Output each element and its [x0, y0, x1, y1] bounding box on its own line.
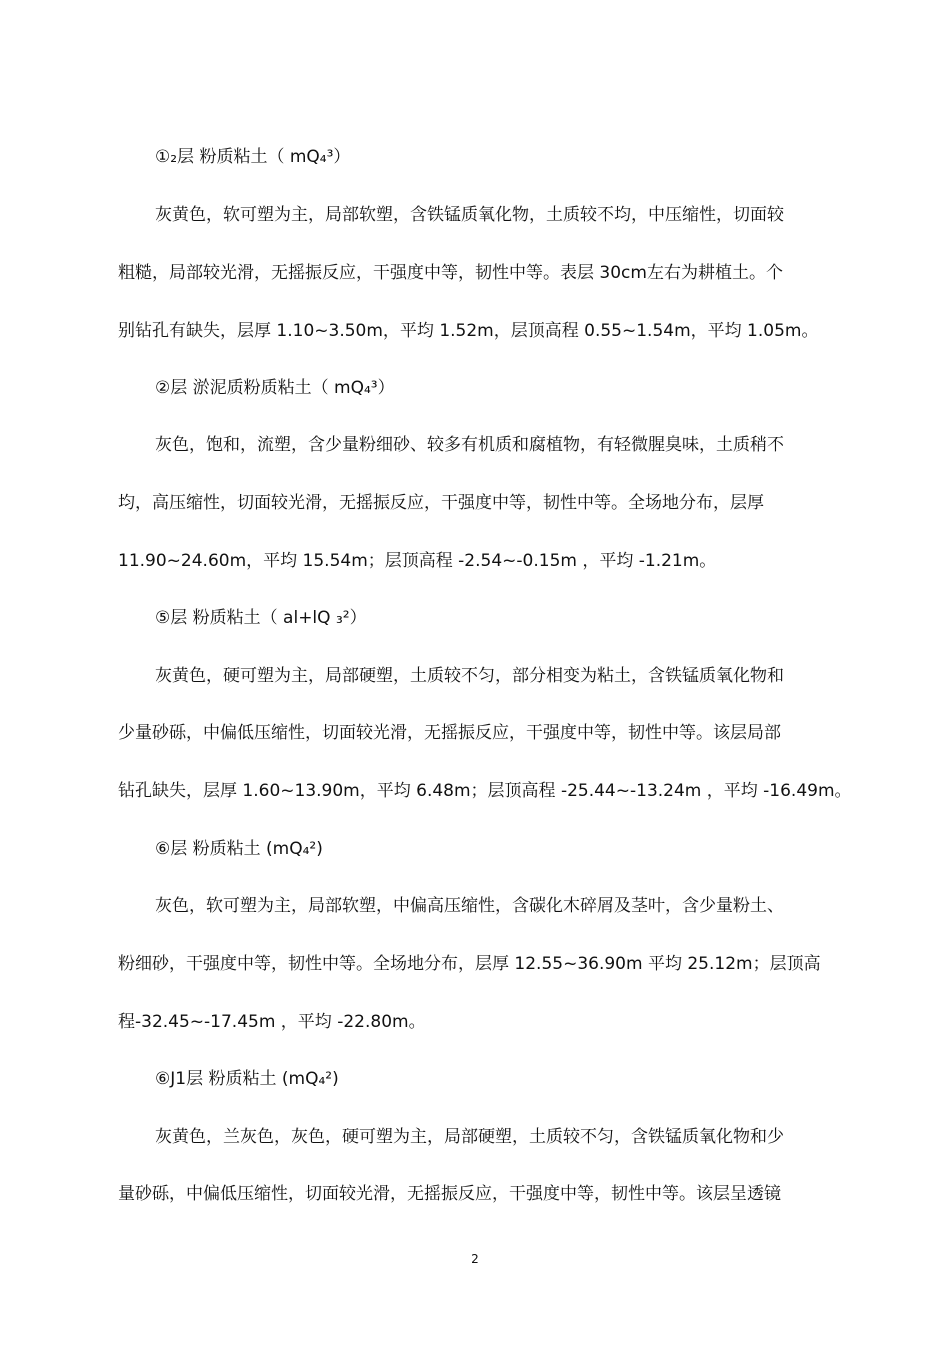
paragraph-line: 灰色，软可塑为主，局部软塑，中偏高压缩性，含碳化木碎屑及茎叶，含少量粉土、 [155, 896, 784, 916]
heading-layer-6: ⑥层 粉质粘土 (mQ₄²) [155, 839, 323, 859]
heading-layer-1-2: ①₂层 粉质粘土（ mQ₄³） [155, 147, 351, 167]
paragraph-line: 灰色，饱和，流塑，含少量粉细砂、较多有机质和腐植物，有轻微腥臭味，土质稍不 [155, 435, 784, 455]
paragraph-line: 灰黄色，软可塑为主，局部软塑，含铁锰质氧化物，土质较不均，中压缩性，切面较 [155, 205, 784, 225]
paragraph-line: 均，高压缩性，切面较光滑，无摇振反应，干强度中等，韧性中等。全场地分布，层厚 [118, 493, 764, 513]
paragraph-line: 11.90~24.60m，平均 15.54m；层顶高程 -2.54~-0.15m ，平均 -1.21m。 [118, 551, 717, 571]
heading-layer-2: ②层 淤泥质粉质粘土（ mQ₄³） [155, 378, 395, 398]
paragraph-line: 别钻孔有缺失，层厚 1.10~3.50m，平均 1.52m，层顶高程 0.55~1.54m，平均 1.05m。 [118, 321, 819, 341]
paragraph-line: 程-32.45~-17.45m ，平均 -22.80m。 [118, 1012, 426, 1032]
paragraph-line: 灰黄色，硬可塑为主，局部硬塑，土质较不匀，部分相变为粘土，含铁锰质氧化物和 [155, 666, 784, 686]
page-number: 2 [471, 1252, 479, 1266]
paragraph-line: 量砂砾，中偏低压缩性，切面较光滑，无摇振反应，干强度中等，韧性中等。该层呈透镜 [118, 1184, 781, 1204]
paragraph-line: 灰黄色，兰灰色，灰色，硬可塑为主，局部硬塑，土质较不匀，含铁锰质氧化物和少 [155, 1127, 784, 1147]
heading-layer-6-j1: ⑥J1层 粉质粘土 (mQ₄²) [155, 1069, 339, 1089]
paragraph-line: 少量砂砾，中偏低压缩性，切面较光滑，无摇振反应，干强度中等，韧性中等。该层局部 [118, 723, 781, 743]
heading-layer-5: ⑤层 粉质粘土（ al+lQ ₃²） [155, 608, 367, 628]
paragraph-line: 钻孔缺失，层厚 1.60~13.90m，平均 6.48m；层顶高程 -25.44~-13.24m ，平均 -16.49m。 [118, 781, 852, 801]
paragraph-line: 粉细砂，干强度中等，韧性中等。全场地分布，层厚 12.55~36.90m 平均 25.12m；层顶高 [118, 954, 821, 974]
paragraph-line: 粗糙，局部较光滑，无摇振反应，干强度中等，韧性中等。表层 30cm左右为耕植土。个 [118, 263, 783, 283]
